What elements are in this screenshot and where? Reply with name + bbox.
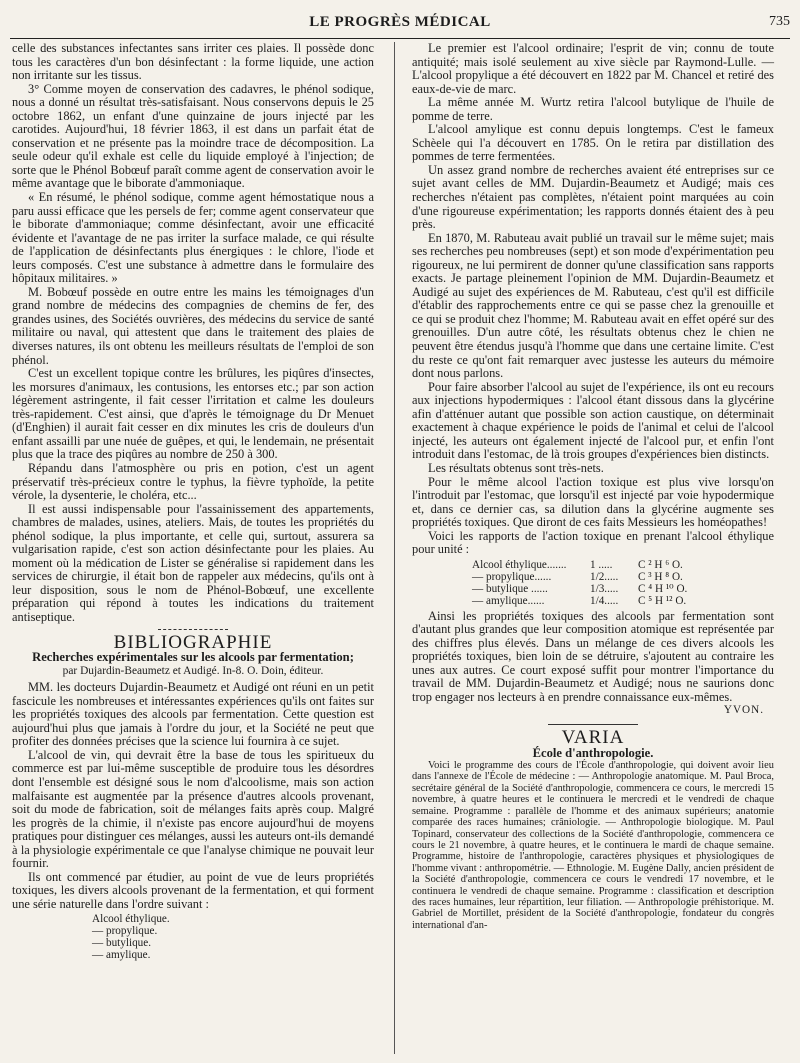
journal-title: LE PROGRÈS MÉDICAL (309, 14, 491, 30)
list-item: — butylique. (92, 937, 152, 950)
table-row (472, 583, 774, 595)
toxicity-ratio: 1/3..... (590, 583, 619, 596)
page-number: 735 (769, 14, 790, 29)
alcohol-list (92, 913, 374, 961)
paragraph: La même année M. Wurtz retira l'alcool butylique de l'huile de pomme de terre. (412, 95, 774, 123)
paragraph: Le premier est l'alcool ordinaire; l'esprit de vin; connu de toute antiquité; mais isolé seulement au xive siècle par Raymond-Lulle. — L'alcool propylique a été découvert en 1822 par M. Chancel et retiré des eaux-de-vie de marc. (412, 41, 774, 96)
table-row (472, 571, 774, 583)
paragraph: En 1870, M. Rabuteau avait publié un travail sur le même sujet; mais ses recherches peu nombreuses (sept) et son mode d'expérimentation peu rigoureux, ne lui permirent de donner qu'une classification sans rapports exacts. Je partage pleinement l'opinion de MM. Dujardin-Beaumetz et Audigé au sujet des expériences de M. Rabuteau, c'est qu'il est difficile d'établir des rapprochements entre ce qui se passe chez la grenouille et ce qui se produit chez l'homme; M. Rabuteau avait en effet opéré sur des grenouilles. D'un autre côté, les résultats obtenus chez le chien ne peuvent être étendus jusqu'à l'homme que dans une certaine limite. C'est du reste ce qu'ont fait remarquer avec justesse les auteurs du mémoire dont nous parlons. (412, 230, 774, 381)
paragraph: Ils ont commencé par étudier, au point de vue de leurs propriétés toxiques, les divers alcools provenant de la fermentation, et qui forment une série naturelle dans l'ordre suivant : (12, 869, 374, 911)
table-row (472, 595, 774, 607)
varia-subhead: École d'anthropologie. (532, 745, 654, 760)
alcohol-name: — amylique...... (472, 595, 545, 608)
paragraph: Un assez grand nombre de recherches avaient été entreprises sur ce sujet avant celles de MM. Dujardin-Beaumetz et Audigé; mais ces recherches n'étaient pas complètes, n'étaient point marquées au coin d'une rigoureuse expérimentation; les rapports donnés étaient des à peu près. (412, 162, 774, 232)
toxicity-ratio: 1/4..... (590, 595, 619, 608)
paragraph: Ainsi les propriétés toxiques des alcools par fermentation sont d'autant plus grandes que leur composition atomique est représentée par des chiffres plus élevés. Dans un mélange de ces divers alcools les propriétés toxiques, bien loin de se détruire, s'ajoutent au contraire les unes aux autres. Ce court exposé suffit pour montrer l'importance du travail de MM. Dujardin-Beaumetz et Audigé; nous ne saurions donc trop engager nos lecteurs à en prendre connaissance eux-mêmes. (412, 608, 774, 704)
chemical-formula: C ⁴ H ¹⁰ O. (638, 583, 688, 596)
review-byline: par Dujardin-Beaumetz et Audigé. In-8. O. Doin, éditeur. (62, 664, 324, 677)
paragraph: Pour faire absorber l'alcool au sujet de l'expérience, ils ont eu recours aux injections hypodermiques : l'alcool étant dissous dans la glycérine afin d'atténuer autant que possible son action caustique, on déterminait exactement à chaque expérience le poids de l'animal et celui de l'alcool injecté, les auteurs ont également injecté de l'alcool pur, et enfin l'ont introduit dans l'estomac, de là trois groupes d'expériences bien distincts. (412, 379, 774, 462)
chemical-formula: C ⁵ H ¹² O. (638, 595, 687, 608)
author-signature: YVON. (723, 704, 764, 717)
toxicity-ratio: 1/2..... (590, 570, 619, 583)
toxicity-ratio: 1 ..... (590, 558, 613, 571)
paragraph: « En résumé, le phénol sodique, comme agent hémostatique nous a paru aussi efficace que les persels de fer; comme agent conservateur que le biborate d'ammoniaque; comme désinfectant, avoir une efficacité évidente et l'avantage de ne pas irriter la surface malade, ce qui résulte de l'application de désinfectants plus énergiques : le chlore, l'iode et leurs composés. C'est une substance à admettre dans le formulaire des hôpitaux militaires. » (12, 190, 374, 286)
alcohol-name: — propylique...... (472, 570, 552, 583)
list-item: Alcool éthylique. (92, 913, 170, 926)
table-row (472, 559, 774, 571)
separator (548, 724, 638, 725)
paragraph: Pour le même alcool l'action toxique est plus vive lorsqu'on l'introduit par l'estomac, que lorsqu'il est injecté par voie hypodermique et, dans ce dernier cas, sa dilution dans la glycérine augmente ses propriétés toxiques. Que diront de ces faits Messieurs les homéopathes! (412, 474, 774, 530)
paragraph: Répandu dans l'atmosphère ou pris en potion, c'est un agent préservatif très-précieux contre le typhus, la fièvre typhoïde, la petite vérole, la dysenterie, le choléra, etc... (12, 460, 374, 503)
alcohol-name: — butylique ...... (472, 583, 548, 596)
paragraph: celle des substances infectantes sans irriter ces plaies. Il possède donc tous les caractères d'un bon désinfectant : la forme liquide, une action non irritante sur les tissus. (12, 41, 374, 83)
alcohol-name: Alcool éthylique....... (472, 558, 567, 571)
paragraph: Voici les rapports de l'action toxique en prenant l'alcool éthylique pour unité : (412, 528, 774, 557)
paragraph: L'alcool de vin, qui devrait être la base de tous les spiritueux du commerce est par lui-même susceptible de produire tous les désordres dont l'ensemble est désigné sous le nom d'alcoolisme, mais son action malfaisante est augmentée par la présence d'autres alcools provenant, soit du mode de fabrication, soit de mélanges faits après coup. Malgré les progrès de la chimie, il n'existe pas encore aujourd'hui de moyens pratiques pour distinguer ces mélanges, aussi les auteurs ont-ils demandé à la physiologie expérimentale ce que l'analyse chimique ne pouvait leur fournir. (12, 747, 374, 871)
chemical-formula: C ³ H ⁸ O. (638, 570, 683, 583)
right-column (412, 42, 774, 931)
paragraph: Il est aussi indispensable pour l'assainissement des appartements, chambres de malades, usines, ateliers. Mais, de toutes les propriétés du phénol sodique, la plus importante, et celle qui, surtout, assurera sa vulgarisation rapide, c'est son action désinfectante pour les plaies. Au moment où la médication de Lister se généralise si rapidement dans les services de chirurgie, il était bon de rappeler aux médecins, qu'ils ont à leur disposition, sous le nom de Phénol-Bobœuf, une excellente préparation qui répond à toutes les indications du traitement antiseptique. (12, 501, 374, 624)
left-column (12, 42, 374, 963)
toxicity-table (472, 559, 774, 608)
section-title-bibliographie: BIBLIOGRAPHIE (113, 631, 273, 653)
column-divider (394, 42, 395, 1054)
separator (158, 629, 228, 630)
list-item: — propylique. (92, 925, 158, 938)
page-header (10, 12, 790, 39)
paragraph: M. Bobœuf possède en outre entre les mains les témoignages d'un grand nombre de médecins des compagnies de chemins de fer, des grandes usines, des Sociétés ouvrières, des médecins du service de santé militaire ou naval, qui attestent que dans le traitement des plaies de diverses natures, ils ont obtenu les meilleurs résultats de l'emploi de son phénol. (12, 284, 374, 367)
list-item: — amylique. (92, 949, 151, 962)
paragraph: Voici le programme des cours de l'École d'anthropologie, qui doivent avoir lieu dans l'annexe de l'École de médecine : — Anthropologie anatomique. M. Paul Broca, secrétaire général de la Société d'anthropologie, commencera ce cours, le mercredi 15 novembre, à quatre heures et le continuera le mercredi et le vendredi de chaque semaine. Programme : parallèle de l'homme et des animaux supérieurs; anatomie comparée des races humaines; crâniologie. — Anthropologie biologique. M. Paul Topinard, conservateur des collections de la Société d'anthropologie, commencera ce cours le 21 novembre, à quatre heures, et le continuera le mardi de chaque semaine. Programme, histoire de l'anthropologie, caractères physiques et physiologiques de l'homme vivant : anthropométrie. — Ethnologie. M. Eugène Dally, ancien président de la Société d'anthropologie, commencera ce cours le vendredi 17 novembre, et le continuera le vendredi de chaque semaine. Programme : classification et description des races humaines, leur répartition, leur filiation. — Anthropologie préhistorique. M. Gabriel de Mortillet, président de la Société d'anthropologie, fondateur du congrès international d'an- (412, 760, 774, 931)
review-title: Recherches expérimentales sur les alcools par fermentation; (32, 650, 354, 665)
paragraph: 3° Comme moyen de conservation des cadavres, le phénol sodique, nous a donné un résultat très-satisfaisant. Nous conservons depuis le 25 octobre 1862, un enfant d'une quinzaine de jours injecté par les carotides. Aujourd'hui, 18 février 1863, il est dans un parfait état de conservation et ne présente pas la moindre trace de décomposition. La seule odeur qu'il exhale est celle du liquide employé à l'injection; de sorte que le Phénol Bobœuf paraît comme agent de conservation avoir le même avantage que le biborate d'ammoniaque. (12, 81, 374, 191)
chemical-formula: C ² H ⁶ O. (638, 558, 683, 571)
paragraph: Les résultats obtenus sont très-nets. (428, 460, 604, 475)
paragraph: L'alcool amylique est connu depuis longtemps. C'est le fameux Schèele qui l'a découvert en 1785. On le retira par distillation des pommes de terre fermentées. (412, 122, 774, 164)
paragraph: C'est un excellent topique contre les brûlures, les piqûres d'insectes, les morsures d'animaux, les contusions, les entorses etc.; par son action légèrement astringente, il fait cesser l'irritation et calme les douleurs très-rapidement. C'est ainsi, que d'après le témoignage du Dr Menuet (d'Enghien) il aurait fait cesser en dix minutes les cris de douleurs d'un enfant assailli par une nuée de guêpes, et qui, le lendemain, ne présentait plus que la trace des piqûres au nombre de 250 à 300. (12, 366, 374, 462)
section-title-varia: VARIA (561, 726, 625, 748)
paragraph: MM. les docteurs Dujardin-Beaumetz et Audigé ont réuni en un petit fascicule les nombreuses et intéressantes expériences qu'ils ont faites sur les propriétés toxiques des alcools par fermentation. Cette question est aujourd'hui plus que jamais à l'ordre du jour, et la Société ne peut que profiter des données précises que la science lui fournira à ce sujet. (12, 680, 374, 749)
